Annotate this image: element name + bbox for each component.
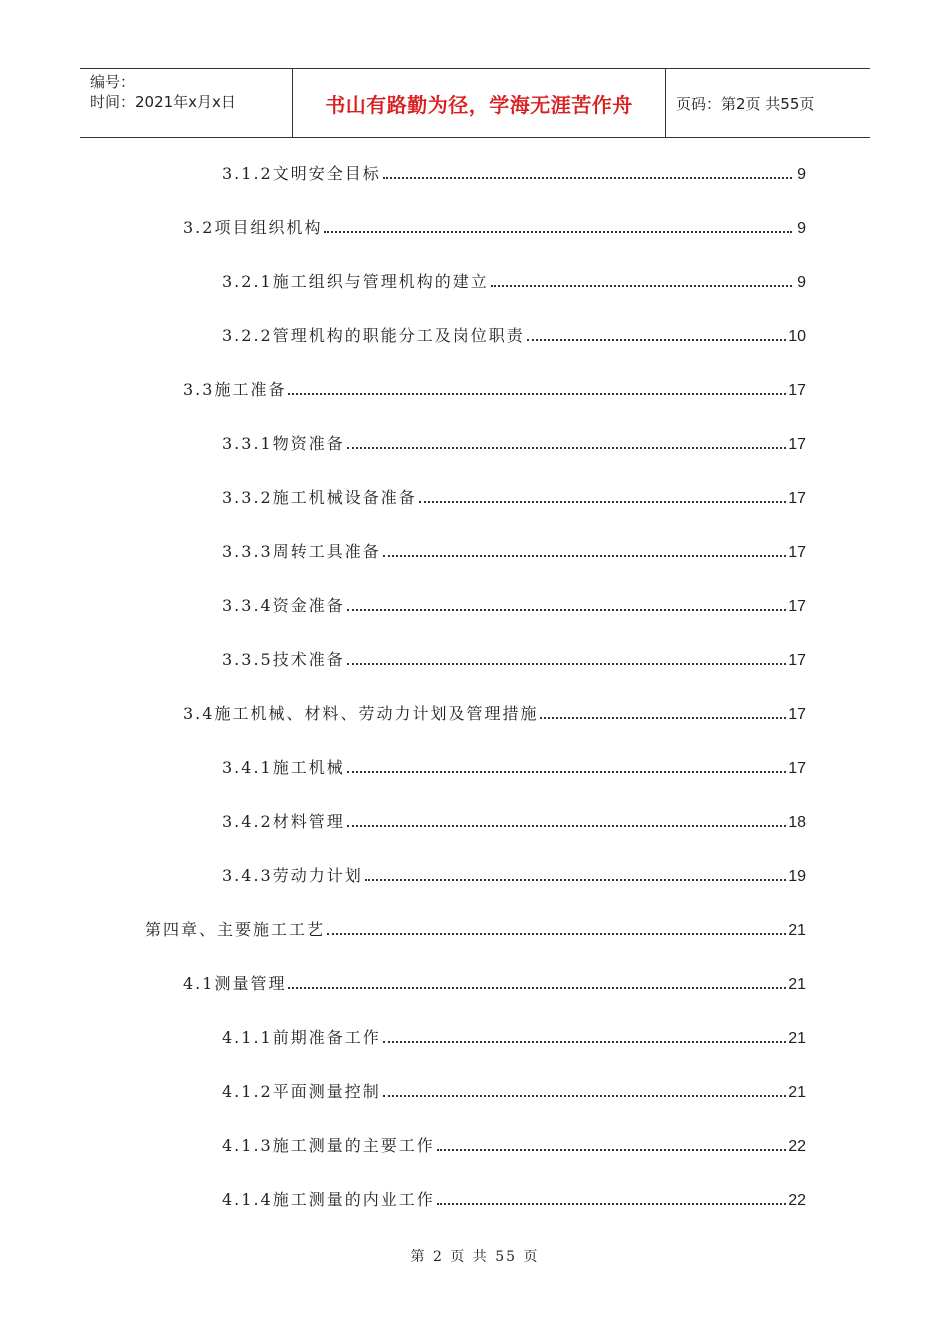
page-header	[80, 68, 870, 138]
toc-leader-dots	[327, 932, 786, 935]
toc-entry[interactable]	[222, 862, 806, 886]
toc-entry-label: 3.3.2施工机械设备准备	[222, 488, 417, 507]
toc-entry-label: 3.4.3劳动力计划	[222, 866, 363, 885]
toc-entry-label: 4.1.2平面测量控制	[222, 1082, 381, 1101]
toc-entry-page: 22	[788, 1138, 806, 1155]
toc-entry-label: 3.3.3周转工具准备	[222, 542, 381, 561]
toc-leader-dots	[347, 446, 786, 449]
toc-entry[interactable]	[145, 916, 806, 940]
toc-entry-page: 19	[788, 868, 806, 885]
toc-entry-page: 9	[797, 274, 806, 291]
toc-entry-page: 9	[797, 166, 806, 183]
toc-entry[interactable]	[222, 160, 806, 184]
toc-entry[interactable]	[222, 268, 806, 292]
toc-entry-page: 17	[788, 706, 806, 723]
toc-entry-label: 第四章、主要施工工艺	[145, 920, 326, 939]
toc-entry-page: 21	[788, 1030, 806, 1047]
toc-entry[interactable]	[222, 754, 806, 778]
toc-entry-label: 3.4.2材料管理	[222, 812, 345, 831]
toc-entry-page: 22	[788, 1192, 806, 1209]
toc-entry-label: 3.1.2文明安全目标	[222, 164, 381, 183]
toc-entry[interactable]	[222, 1024, 806, 1048]
header-meta	[80, 69, 293, 137]
toc-entry-page: 21	[788, 1084, 806, 1101]
toc-entry-page: 18	[788, 814, 806, 831]
toc-entry[interactable]	[222, 1186, 806, 1210]
toc-entry-label: 3.2.2管理机构的职能分工及岗位职责	[222, 326, 525, 345]
toc-leader-dots	[419, 500, 786, 503]
page-footer: 第 2 页 共 55 页	[410, 1249, 540, 1265]
toc-leader-dots	[365, 878, 786, 881]
toc-entry-page: 17	[788, 490, 806, 507]
toc-leader-dots	[383, 176, 792, 179]
toc-leader-dots	[347, 770, 786, 773]
toc-entry-page: 17	[788, 436, 806, 453]
toc-entry[interactable]	[222, 484, 806, 508]
toc-entry-page: 21	[788, 922, 806, 939]
header-motto: 书山有路勤为径，学海无涯苦作舟	[293, 69, 666, 137]
time-label: 时间：2021年x月x日	[90, 93, 236, 111]
toc-leader-dots	[437, 1202, 786, 1205]
toc-entry[interactable]	[183, 376, 806, 400]
toc-entry[interactable]	[183, 214, 806, 238]
toc-entry-label: 4.1.1前期准备工作	[222, 1028, 381, 1047]
toc-entry-page: 17	[788, 544, 806, 561]
toc-leader-dots	[347, 662, 786, 665]
toc-entry-page: 17	[788, 598, 806, 615]
toc-entry[interactable]	[222, 808, 806, 832]
toc-entry-label: 3.4.1施工机械	[222, 758, 345, 777]
toc-leader-dots	[437, 1148, 786, 1151]
toc-leader-dots	[288, 986, 786, 989]
toc-entry-label: 3.2.1施工组织与管理机构的建立	[222, 272, 489, 291]
toc-entry[interactable]	[183, 970, 806, 994]
toc-entry-page: 9	[797, 220, 806, 237]
toc-entry[interactable]	[222, 430, 806, 454]
toc-entry-label: 3.3.1物资准备	[222, 434, 345, 453]
toc-leader-dots	[288, 392, 786, 395]
toc-leader-dots	[540, 716, 786, 719]
toc-entry-label: 4.1测量管理	[183, 974, 287, 993]
toc-leader-dots	[491, 284, 792, 287]
toc-entry[interactable]	[222, 592, 806, 616]
toc-entry-label: 3.3施工准备	[183, 380, 287, 399]
toc-entry[interactable]	[183, 700, 806, 724]
toc-entry-label: 3.3.5技术准备	[222, 650, 345, 669]
toc-entry[interactable]	[222, 322, 806, 346]
toc-entry-label: 3.3.4资金准备	[222, 596, 345, 615]
toc-entry-page: 10	[788, 328, 806, 345]
number-label: 编号：	[90, 73, 136, 91]
toc-entry[interactable]	[222, 646, 806, 670]
toc-entry[interactable]	[222, 538, 806, 562]
toc-leader-dots	[383, 1040, 786, 1043]
toc-leader-dots	[324, 230, 792, 233]
toc-entry[interactable]	[222, 1078, 806, 1102]
toc-leader-dots	[383, 554, 786, 557]
toc-entry-page: 17	[788, 652, 806, 669]
toc-entry-page: 21	[788, 976, 806, 993]
toc-entry-label: 4.1.4施工测量的内业工作	[222, 1190, 435, 1209]
header-page-info: 页码：第2页 共55页	[676, 94, 815, 113]
toc-entry-page: 17	[788, 382, 806, 399]
toc-entry-label: 4.1.3施工测量的主要工作	[222, 1136, 435, 1155]
toc-leader-dots	[383, 1094, 786, 1097]
toc-leader-dots	[347, 608, 786, 611]
toc-entry-page: 17	[788, 760, 806, 777]
toc-entry-label: 3.4施工机械、材料、劳动力计划及管理措施	[183, 704, 539, 723]
toc-leader-dots	[347, 824, 786, 827]
toc-leader-dots	[527, 338, 786, 341]
toc-entry[interactable]	[222, 1132, 806, 1156]
toc-entry-label: 3.2项目组织机构	[183, 218, 323, 237]
